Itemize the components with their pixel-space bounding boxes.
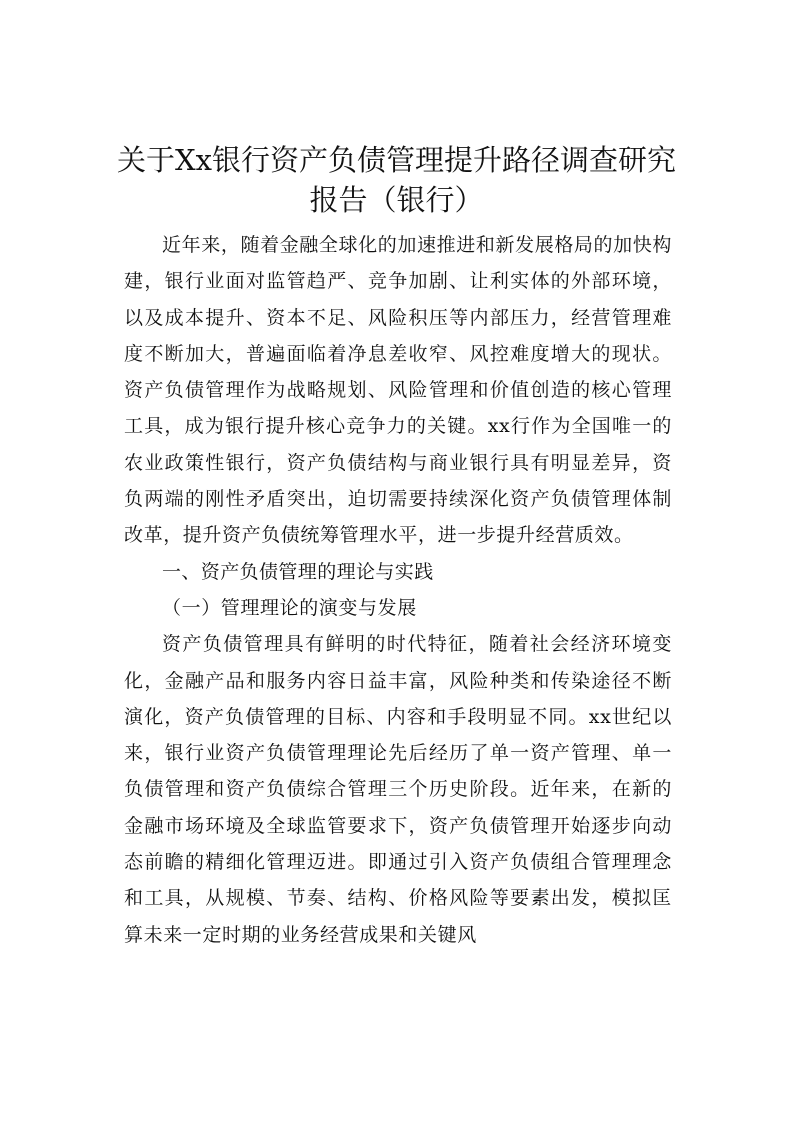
intro-paragraph: 近年来，随着金融全球化的加速推进和新发展格局的加快构建，银行业面对监管趋严、竞争加剧、让利实体的外部环境，以及成本提升、资本不足、风险积压等内部压力，经营管理难度不断加大，普遍面临着净息差收窄、风控难度增大的现状。资产负债管理作为战略规划、风险管理和价值创造的核心管理工具，成为银行提升核心竞争力的关键。xx行作为全国唯一的农业政策性银行，资产负债结构与商业银行具有明显差异，资负两端的刚性矛盾突出，迫切需要持续深化资产负债管理体制改革，提升资产负债统筹管理水平，进一步提升经营质效。 xyxy=(124,234,672,547)
document-title: 关于Xx银行资产负债管理提升路径调查研究报告（银行） xyxy=(116,143,676,217)
section-heading: 一、资产负债管理的理论与实践 xyxy=(162,560,434,583)
document-body xyxy=(124,227,672,953)
subsection-paragraph: 资产负债管理具有鲜明的时代特征，随着社会经济环境变化，金融产品和服务内容日益丰富，风险种类和传染途径不断演化，资产负债管理的目标、内容和手段明显不同。xx世纪以来，银行业资产负债管理理论先后经历了单一资产管理、单一负债管理和资产负债综合管理三个历史阶段。近年来，在新的金融市场环境及全球监管要求下，资产负债管理开始逐步向动态前瞻的精细化管理迈进。即通过引入资产负债组合管理理念和工具，从规模、节奏、结构、价格风险等要素出发，模拟匡算未来一定时期的业务经营成果和关键风 xyxy=(124,633,672,946)
subsection-heading: （一）管理理论的演变与发展 xyxy=(162,596,417,619)
